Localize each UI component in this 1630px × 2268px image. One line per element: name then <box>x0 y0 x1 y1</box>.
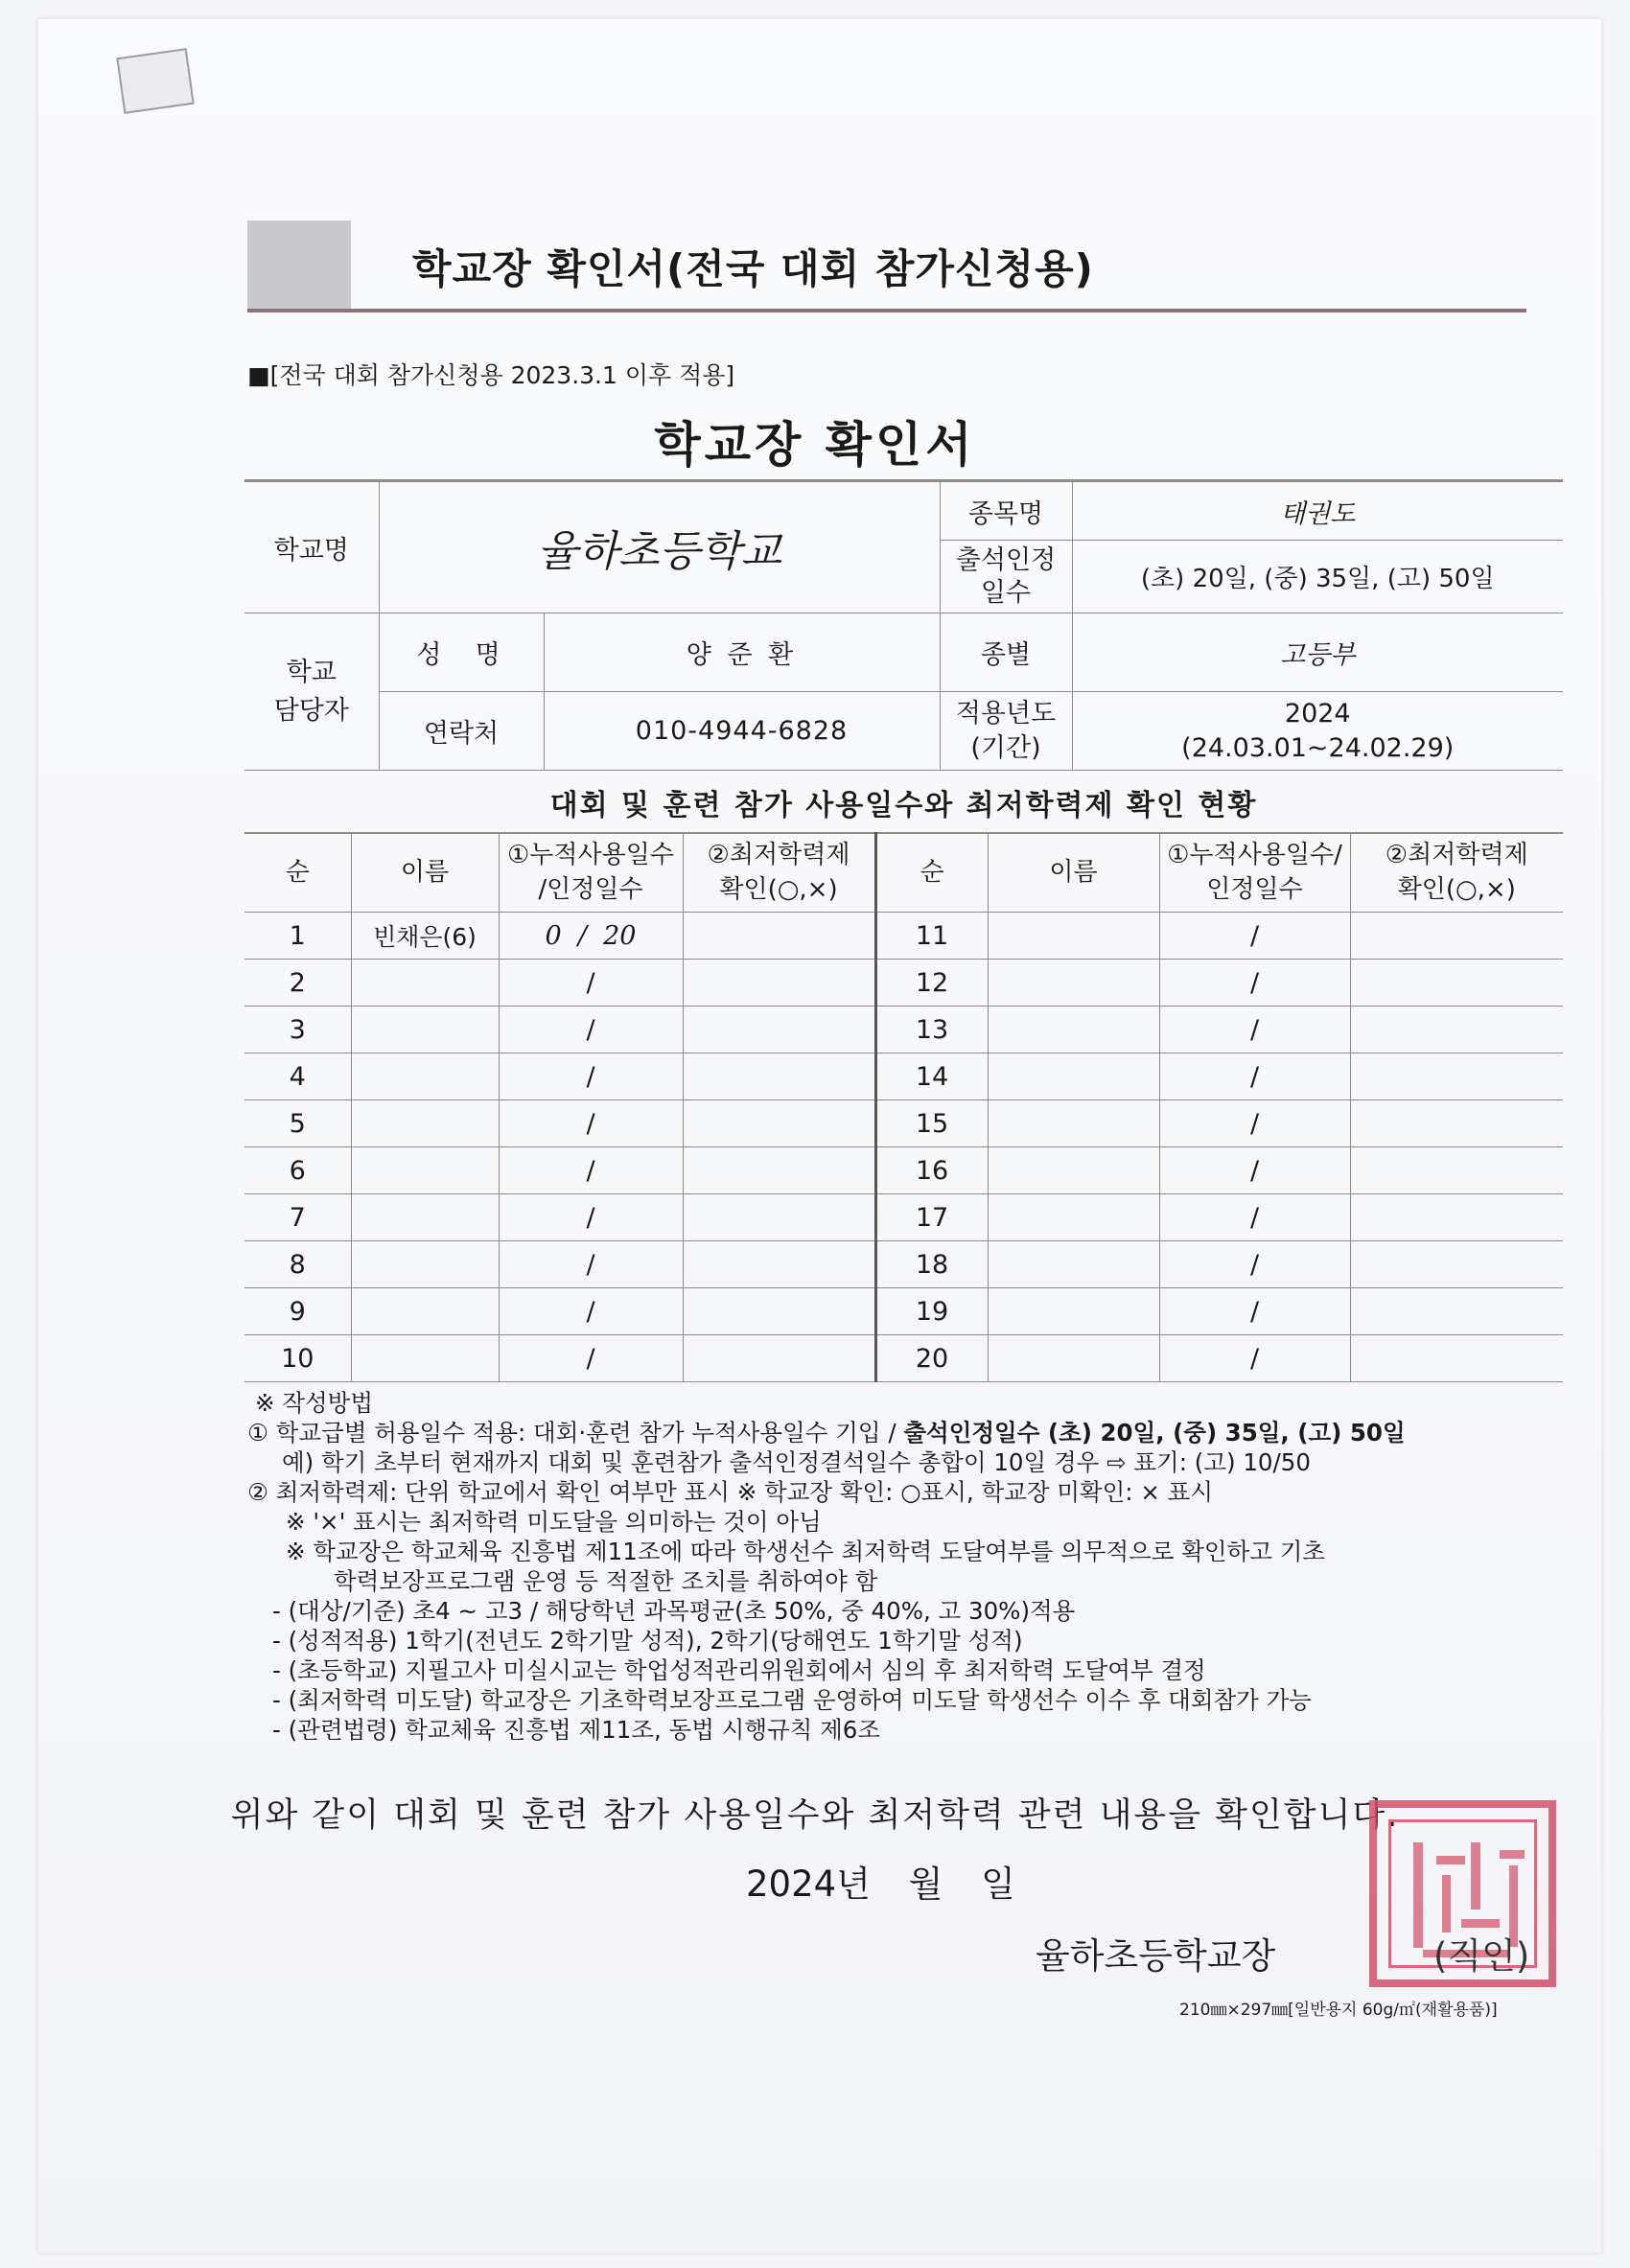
days-value: / <box>499 1335 683 1382</box>
days-value: / <box>499 1194 683 1241</box>
row-number: 4 <box>244 1053 351 1100</box>
check-cell <box>1350 913 1563 960</box>
check-cell <box>683 1053 875 1100</box>
student-name <box>351 1147 499 1194</box>
student-name <box>988 1194 1159 1241</box>
instructions-heading: ※ 작성방법 <box>255 1389 373 1417</box>
name-label: 성 명 <box>379 613 544 692</box>
student-name <box>351 1100 499 1147</box>
row-number: 11 <box>875 913 988 960</box>
table-row <box>244 1241 1563 1288</box>
seal-label: (직인) <box>1433 1935 1530 1977</box>
name-value: 양 준 환 <box>544 613 940 692</box>
row-number: 18 <box>875 1241 988 1288</box>
check-cell <box>683 1335 875 1382</box>
paper-corner-tear <box>116 48 194 114</box>
days-value: / <box>1159 1288 1350 1335</box>
check-cell <box>683 960 875 1007</box>
sport-label: 종목명 <box>940 481 1072 541</box>
school-value: 율하초등학교 <box>379 481 940 613</box>
banner-gray-block <box>247 220 351 309</box>
header-no-left: 순 <box>244 833 351 913</box>
school-info-table <box>244 479 1563 834</box>
row-number: 13 <box>875 1007 988 1053</box>
row-number: 12 <box>875 960 988 1007</box>
days-value: / <box>499 1100 683 1147</box>
student-name <box>351 1241 499 1288</box>
check-cell <box>1350 1288 1563 1335</box>
instructions-block <box>247 1388 1571 1745</box>
check-cell <box>1350 960 1563 1007</box>
date-line: 2024년 월 일 <box>746 1863 1015 1905</box>
instruction-note-1: ※ '×' 표시는 최저학력 미도달을 의미하는 것이 아님 <box>286 1508 822 1536</box>
days-value: / <box>1159 1335 1350 1382</box>
header-check-left: ②최저학력제 확인(○,×) <box>683 833 875 913</box>
student-name <box>988 1007 1159 1053</box>
table-row <box>244 1053 1563 1100</box>
student-name <box>351 1007 499 1053</box>
contact-label: 연락처 <box>379 692 544 771</box>
row-number: 3 <box>244 1007 351 1053</box>
student-name <box>988 1147 1159 1194</box>
instruction-note-2: ※ 학교장은 학교체육 진흥법 제11조에 따라 학생선수 최저학력 도달여부를 의무적으로 확인하고 기초 <box>286 1538 1326 1565</box>
row-number: 17 <box>875 1194 988 1241</box>
check-cell <box>683 1288 875 1335</box>
header-no-right: 순 <box>875 833 988 913</box>
row-number: 14 <box>875 1053 988 1100</box>
days-value: / <box>1159 1241 1350 1288</box>
school-label: 학교명 <box>244 481 379 613</box>
days-value: / <box>499 960 683 1007</box>
table-row <box>244 1100 1563 1147</box>
days-value: / <box>499 1053 683 1100</box>
table-row <box>244 1335 1563 1382</box>
instruction-1-text: ① 학교급별 허용일수 적용: 대회·훈련 참가 누적사용일수 기입 / <box>247 1419 904 1446</box>
days-value: / <box>499 1288 683 1335</box>
student-name <box>988 1288 1159 1335</box>
check-cell <box>683 1241 875 1288</box>
header-banner <box>247 220 1526 312</box>
instruction-criteria: - (대상/기준) 초4 ~ 고3 / 해당학년 과목평균(초 50%, 중 40%, 고 30%)적용 <box>272 1597 1076 1625</box>
student-name <box>988 1241 1159 1288</box>
check-cell <box>1350 1241 1563 1288</box>
check-cell <box>1350 1147 1563 1194</box>
check-cell <box>1350 1100 1563 1147</box>
banner-title: 학교장 확인서(전국 대회 참가신청용) <box>412 245 1094 292</box>
row-number: 15 <box>875 1100 988 1147</box>
contact-value: 010-4944-6828 <box>544 692 940 771</box>
applicability-notice: ■[전국 대회 참가신청용 2023.3.1 이후 적용] <box>247 361 735 389</box>
header-check-right: ②최저학력제 확인(○,×) <box>1350 833 1563 913</box>
check-cell <box>683 1007 875 1053</box>
confirmation-statement: 위와 같이 대회 및 훈련 참가 사용일수와 최저학력 관련 내용을 확인합니다. <box>230 1796 1400 1835</box>
signer-name: 율하초등학교장 <box>1036 1935 1276 1977</box>
check-cell <box>1350 1194 1563 1241</box>
table-row <box>244 960 1563 1007</box>
table-row <box>244 913 1563 960</box>
instruction-example: 예) 학기 초부터 현재까지 대회 및 훈련참가 출석인정결석일수 총합이 10일 경우 ⇨ 표기: (고) 10/50 <box>282 1448 1311 1476</box>
table-row <box>244 1288 1563 1335</box>
row-number: 16 <box>875 1147 988 1194</box>
table-row <box>244 1007 1563 1053</box>
attendance-value: (초) 20일, (중) 35일, (고) 50일 <box>1072 541 1563 613</box>
header-name-left: 이름 <box>351 833 499 913</box>
row-number: 10 <box>244 1335 351 1382</box>
row-number: 5 <box>244 1100 351 1147</box>
year-label: 적용년도 (기간) <box>940 692 1072 771</box>
status-section-title: 대회 및 훈련 참가 사용일수와 최저학력제 확인 현황 <box>244 771 1563 834</box>
student-name <box>351 1335 499 1382</box>
instruction-not-reached: - (최저학력 미도달) 학교장은 기초학력보장프로그램 운영하여 미도달 학생선수 이수 후 대회참가 가능 <box>272 1686 1312 1714</box>
page-title: 학교장 확인서 <box>654 417 976 473</box>
year-value: 2024 (24.03.01~24.02.29) <box>1072 692 1563 771</box>
check-cell <box>1350 1007 1563 1053</box>
instruction-1-bold: 출석인정일수 (초) 20일, (중) 35일, (고) 50일 <box>903 1419 1406 1446</box>
paper-spec-note: 210㎜×297㎜[일반용지 60g/㎡(재활용품)] <box>1179 2001 1498 2020</box>
row-number: 1 <box>244 913 351 960</box>
days-value: / <box>1159 960 1350 1007</box>
attendance-label: 출석인정 일수 <box>940 541 1072 613</box>
days-value: / <box>1159 1194 1350 1241</box>
row-number: 9 <box>244 1288 351 1335</box>
check-cell <box>683 1147 875 1194</box>
days-value: / <box>499 1147 683 1194</box>
sport-value: 태권도 <box>1072 481 1563 541</box>
instruction-note-2-cont: 학력보장프로그램 운영 등 적절한 조치를 취하여야 함 <box>334 1567 878 1595</box>
student-name <box>351 1288 499 1335</box>
student-name: 빈채은(6) <box>351 913 499 960</box>
row-number: 6 <box>244 1147 351 1194</box>
instruction-2: ② 최저학력제: 단위 학교에서 확인 여부만 표시 ※ 학교장 확인: ○표시, 학교장 미확인: × 표시 <box>247 1478 1213 1506</box>
staff-label: 학교 담당자 <box>244 613 379 771</box>
days-value: / <box>1159 1147 1350 1194</box>
row-number: 19 <box>875 1288 988 1335</box>
header-days-left: ①누적사용일수 /인정일수 <box>499 833 683 913</box>
days-value: / <box>1159 913 1350 960</box>
row-number: 2 <box>244 960 351 1007</box>
instruction-law: - (관련법령) 학교체육 진흥법 제11조, 동법 시행규칙 제6조 <box>272 1716 881 1744</box>
status-table <box>244 832 1563 1382</box>
check-cell <box>683 1194 875 1241</box>
days-value: / <box>1159 1100 1350 1147</box>
student-name <box>988 1100 1159 1147</box>
days-value: / <box>499 1241 683 1288</box>
days-value: / <box>1159 1053 1350 1100</box>
days-value: / <box>1159 1007 1350 1053</box>
row-number: 20 <box>875 1335 988 1382</box>
student-name <box>988 1335 1159 1382</box>
student-name <box>988 913 1159 960</box>
student-name <box>351 1053 499 1100</box>
table-row <box>244 1194 1563 1241</box>
check-cell <box>1350 1053 1563 1100</box>
header-days-right: ①누적사용일수/ 인정일수 <box>1159 833 1350 913</box>
check-cell <box>1350 1335 1563 1382</box>
table-row <box>244 1147 1563 1194</box>
days-value: 0 / 20 <box>499 913 683 960</box>
check-cell <box>683 1100 875 1147</box>
instruction-elementary: - (초등학교) 지필고사 미실시교는 학업성적관리위원회에서 심의 후 최저학력 도달여부 결정 <box>272 1656 1206 1684</box>
division-label: 종별 <box>940 613 1072 692</box>
check-cell <box>683 913 875 960</box>
student-name <box>988 1053 1159 1100</box>
division-value: 고등부 <box>1072 613 1563 692</box>
student-name <box>988 960 1159 1007</box>
header-name-right: 이름 <box>988 833 1159 913</box>
days-value: / <box>499 1007 683 1053</box>
instruction-grades: - (성적적용) 1학기(전년도 2학기말 성적), 2학기(당해연도 1학기말 성적) <box>272 1627 1023 1655</box>
student-name <box>351 960 499 1007</box>
student-name <box>351 1194 499 1241</box>
row-number: 8 <box>244 1241 351 1288</box>
row-number: 7 <box>244 1194 351 1241</box>
instruction-1 <box>247 1418 1571 1447</box>
